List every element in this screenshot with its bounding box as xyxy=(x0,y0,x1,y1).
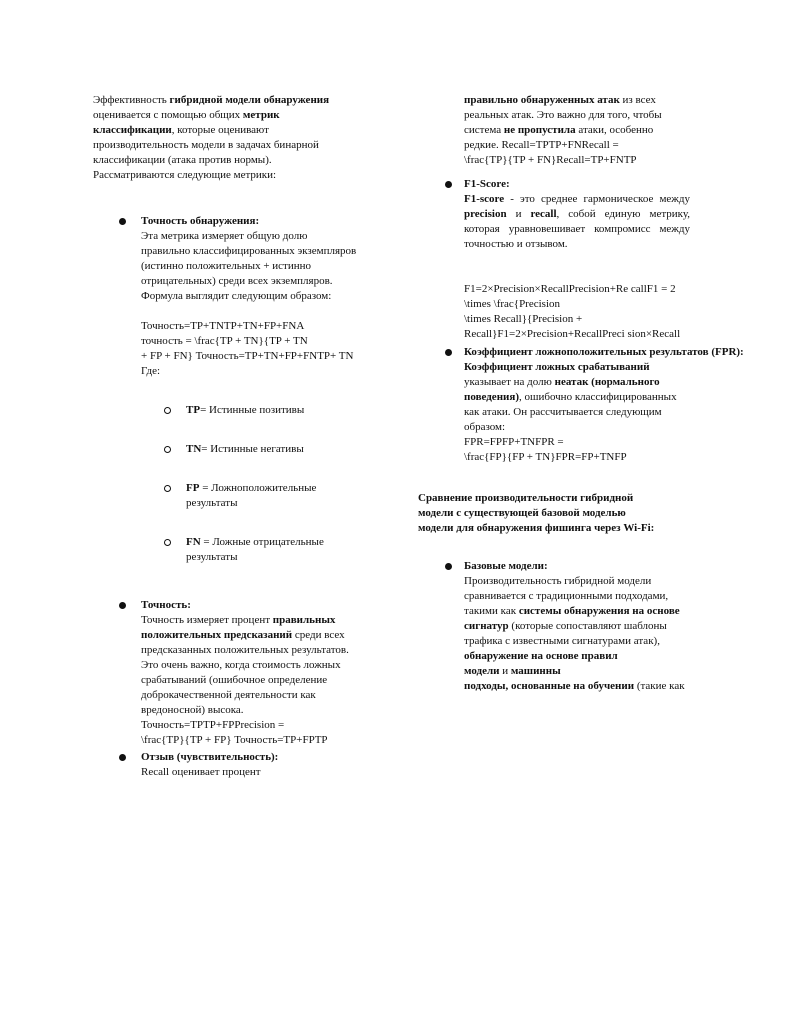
precision-text: Точность измеряет процент правильных положительных предсказаний среди всех предсказанных положительных результатов. Это очень важно, когда стоимость ложных срабатываний (ошибочное определение доброкачественной деятельности как вредоносной) высока. xyxy=(141,614,349,716)
comparison-title-line: модели с существующей базовой моделью xyxy=(418,507,626,519)
bullet-icon xyxy=(445,349,452,356)
intro-paragraph: Эффективность гибридной модели обнаружения оценивается с помощью общих метрик классификации, которые оценивают производительность модели в задачах бинарной классификации (атака против нормы). Рассматриваются следующие метрики: xyxy=(93,94,330,181)
f1-text: F1-score - это среднее гармоническое между precision и recall, собой единую метрику, которая уравновешивает компромисс между точностью и отзывом. xyxy=(464,193,691,250)
accuracy-formula: Точность=TP+TNTP+TN+FP+FNA xyxy=(141,320,305,332)
fpr-title: Коэффициент ложноположительных результатов (FPR): xyxy=(464,346,744,358)
baseline-text: Производительность гибридной модели сравнивается с традиционными подходами, такими как системы обнаружения на основе сигнатур (которые сопоставляют шаблоны трафика с известными сигнатурами атак), обнаружение на основе правил xyxy=(464,575,680,662)
precision-formula: \frac{TP}{TP + FP} Точность=TP+FPTP xyxy=(141,734,328,746)
bullet-icon xyxy=(119,754,126,761)
precision-item xyxy=(93,598,359,748)
baseline-text: подходы, основанные на обучении (такие как xyxy=(464,680,685,692)
f1-title: F1-Score: xyxy=(464,178,510,190)
def-tp: TP= Истинные позитивы xyxy=(93,403,336,418)
fpr-item xyxy=(464,345,744,465)
precision-formula: Точность=TPTP+FPPrecision = xyxy=(141,719,285,731)
def-tn: TN= Истинные негативы xyxy=(93,442,336,457)
f1-formula: Recall}F1=2×Precision+RecallPreci sion×Recall xyxy=(464,328,681,340)
bullet-icon xyxy=(119,218,126,225)
baseline-item xyxy=(464,559,704,694)
bullet-icon xyxy=(119,602,126,609)
right-column xyxy=(464,93,754,465)
def-fn: FN = Ложные отрицательные результаты xyxy=(93,535,346,565)
recall-formula: \frac{TP}{TP + FN}Recall=TP+FNTP xyxy=(464,154,637,166)
f1-formula: F1=2×Precision×RecallPrecision+Re callF1 = 2 xyxy=(464,283,676,295)
def-fp: FP = Ложноположительные результаты xyxy=(93,481,336,511)
accuracy-line: Формула выглядит следующим образом: xyxy=(141,290,332,302)
fpr-text: Коэффициент ложных срабатываний указывает на долю неатак (нормального поведения), ошибочно классифицированных как атаки. Он рассчитывается следующим образом: xyxy=(464,361,677,433)
f1-formula: \times \frac{Precision xyxy=(464,298,561,310)
accuracy-formula: точность = \frac{TP + TN}{TP + TN xyxy=(141,335,308,347)
comparison-title-line: Сравнение производительности гибридной xyxy=(418,492,634,504)
accuracy-where: Где: xyxy=(141,365,161,377)
recall-title: Отзыв (чувствительность): xyxy=(141,751,279,763)
accuracy-line: (истинно положительных + истинно xyxy=(141,260,312,272)
recall-text: Recall оценивает процент xyxy=(141,766,261,778)
circle-bullet-icon xyxy=(164,539,171,546)
bullet-icon xyxy=(445,181,452,188)
baseline-text: модели и машинны xyxy=(464,665,561,677)
accuracy-item xyxy=(93,214,383,379)
accuracy-line: Эта метрика измеряет общую долю xyxy=(141,230,308,242)
accuracy-title: Точность обнаружения: xyxy=(141,215,260,227)
circle-bullet-icon xyxy=(164,446,171,453)
left-column xyxy=(93,93,383,780)
accuracy-formula: + FP + FN} Точность=TP+TN+FP+FNTP+ TN xyxy=(141,350,354,362)
recall-item xyxy=(93,750,383,780)
precision-title: Точность: xyxy=(141,599,191,611)
f1-formula: \times Recall}{Precision + xyxy=(464,313,583,325)
bullet-icon xyxy=(445,563,452,570)
circle-bullet-icon xyxy=(164,407,171,414)
baseline-title: Базовые модели: xyxy=(464,560,548,572)
accuracy-line: правильно классифицированных экземпляров xyxy=(141,245,357,257)
fpr-formula: FPR=FPFP+TNFPR = xyxy=(464,436,564,448)
comparison-title-line: модели для обнаружения фишинга через Wi-Fi: xyxy=(418,522,655,534)
circle-bullet-icon xyxy=(164,485,171,492)
f1-item xyxy=(464,177,690,342)
accuracy-line: отрицательных) среди всех экземпляров. xyxy=(141,275,333,287)
fpr-formula: \frac{FP}{FP + TN}FPR=FP+TNFP xyxy=(464,451,627,463)
recall-continued: правильно обнаруженных атак из всех реальных атак. Это важно для того, чтобы система не пропустила атаки, особенно редкие. Recall=TPTP+FNRecall = \frac{TP}{TP + FN}Recall=TP+FNTP xyxy=(464,93,674,168)
comparison-section xyxy=(418,491,718,536)
